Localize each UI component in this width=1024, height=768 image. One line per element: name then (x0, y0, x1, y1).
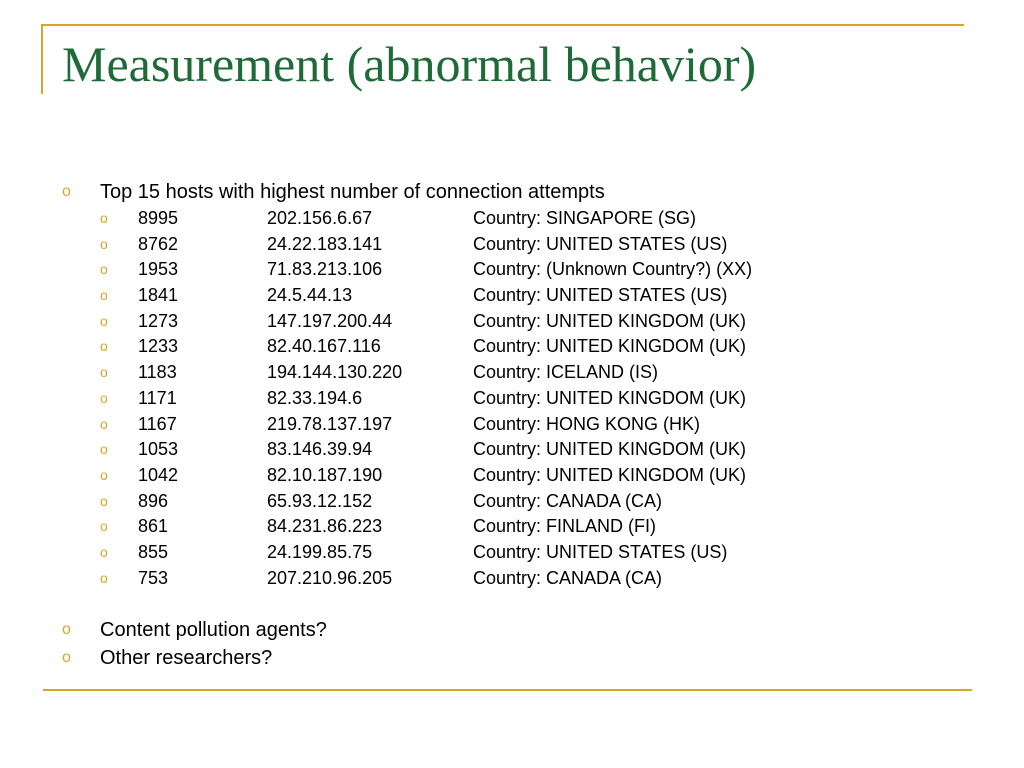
host-ip-address: 82.40.167.116 (267, 336, 381, 357)
host-row (62, 514, 992, 540)
host-country: Country: CANADA (CA) (473, 567, 663, 588)
bullet-icon: o (100, 261, 108, 278)
host-country: Country: FINLAND (FI) (473, 516, 657, 537)
host-row (62, 489, 992, 515)
host-connection-count: 1841 (138, 285, 179, 306)
host-ip-address: 82.10.187.190 (267, 464, 383, 485)
host-connection-count: 1273 (138, 310, 179, 331)
host-ip-address: 84.231.86.223 (267, 516, 383, 537)
host-country: Country: UNITED KINGDOM (UK) (473, 310, 747, 331)
host-ip-address: 194.144.130.220 (267, 362, 403, 383)
host-ip-address: 71.83.213.106 (267, 259, 383, 280)
bullet-icon: o (100, 466, 108, 483)
frame-top-line (43, 24, 964, 26)
host-connection-count: 1183 (138, 362, 177, 383)
host-country: Country: UNITED KINGDOM (UK) (473, 387, 747, 408)
host-connection-count: 861 (138, 516, 169, 537)
host-connection-count: 1053 (138, 439, 179, 460)
host-connection-count: 8995 (138, 208, 179, 228)
bullet-icon: o (100, 287, 108, 304)
host-connection-count: 1953 (138, 259, 179, 280)
host-row (62, 386, 992, 412)
host-row (62, 566, 992, 592)
host-connection-count: 1042 (138, 464, 179, 485)
main-point-text: Top 15 hosts with highest number of connection attempts (100, 181, 605, 203)
host-country: Country: UNITED STATES (US) (473, 233, 728, 254)
host-ip-address: 65.93.12.152 (267, 490, 373, 511)
bullet-icon: o (100, 312, 108, 329)
bullet-point-text: Other researchers? (100, 647, 273, 670)
host-list (62, 206, 992, 591)
host-connection-count: 896 (138, 490, 169, 511)
host-ip-address: 24.199.85.75 (267, 541, 373, 562)
host-country: Country: UNITED KINGDOM (UK) (473, 336, 747, 357)
host-country: Country: HONG KONG (HK) (473, 413, 701, 434)
host-row (62, 257, 992, 283)
bullet-icon: o (100, 543, 108, 560)
bullet-icon: o (100, 364, 108, 381)
bullet-icon: o (100, 441, 108, 458)
bullet-icon: o (100, 415, 108, 432)
main-point (62, 178, 992, 206)
bullet-icon: o (62, 183, 71, 200)
host-row (62, 540, 992, 566)
bullet-icon: o (100, 518, 108, 535)
host-row (62, 283, 992, 309)
host-row (62, 206, 992, 232)
host-ip-address: 202.156.6.67 (267, 208, 373, 228)
bullet-icon: o (100, 338, 108, 355)
host-country: Country: ICELAND (IS) (473, 362, 659, 383)
host-connection-count: 1233 (138, 336, 179, 357)
host-ip-address: 24.5.44.13 (267, 285, 353, 306)
host-ip-address: 219.78.137.197 (267, 413, 393, 434)
spacer (62, 591, 992, 616)
host-row (62, 232, 992, 258)
host-connection-count: 753 (138, 567, 169, 588)
host-connection-count: 1167 (138, 413, 177, 434)
host-ip-address: 24.22.183.141 (267, 233, 383, 254)
host-ip-address: 207.210.96.205 (267, 567, 393, 588)
bullet-icon: o (62, 649, 71, 667)
host-country: Country: UNITED STATES (US) (473, 285, 728, 306)
bullet-icon: o (100, 210, 108, 226)
bullet-point (62, 616, 992, 644)
host-row (62, 412, 992, 438)
host-country: Country: SINGAPORE (SG) (473, 208, 697, 228)
host-ip-address: 82.33.194.6 (267, 387, 363, 408)
host-row (62, 463, 992, 489)
host-connection-count: 855 (138, 541, 169, 562)
bullet-icon: o (100, 235, 108, 252)
bullet-icon: o (100, 389, 108, 406)
host-country: Country: UNITED KINGDOM (UK) (473, 464, 747, 485)
host-row (62, 334, 992, 360)
bullet-point-text: Content pollution agents? (100, 619, 327, 642)
host-row (62, 360, 992, 386)
bullet-icon: o (62, 621, 71, 639)
host-connection-count: 1171 (138, 387, 177, 408)
host-row (62, 437, 992, 463)
host-row (62, 309, 992, 335)
host-country: Country: UNITED KINGDOM (UK) (473, 439, 747, 460)
host-country: Country: (Unknown Country?) (XX) (473, 259, 753, 280)
host-ip-address: 83.146.39.94 (267, 439, 373, 460)
bullet-icon: o (100, 569, 108, 586)
bullet-icon: o (100, 492, 108, 509)
frame-left-line (41, 24, 43, 94)
host-country: Country: UNITED STATES (US) (473, 541, 728, 562)
slide-title: Measurement (abnormal behavior) (62, 36, 757, 92)
bullet-point (62, 644, 992, 672)
host-country: Country: CANADA (CA) (473, 490, 663, 511)
slide-body (62, 178, 992, 672)
host-connection-count: 8762 (138, 233, 179, 254)
extra-points (62, 616, 992, 672)
host-ip-address: 147.197.200.44 (267, 310, 393, 331)
frame-bottom-line (43, 689, 972, 691)
